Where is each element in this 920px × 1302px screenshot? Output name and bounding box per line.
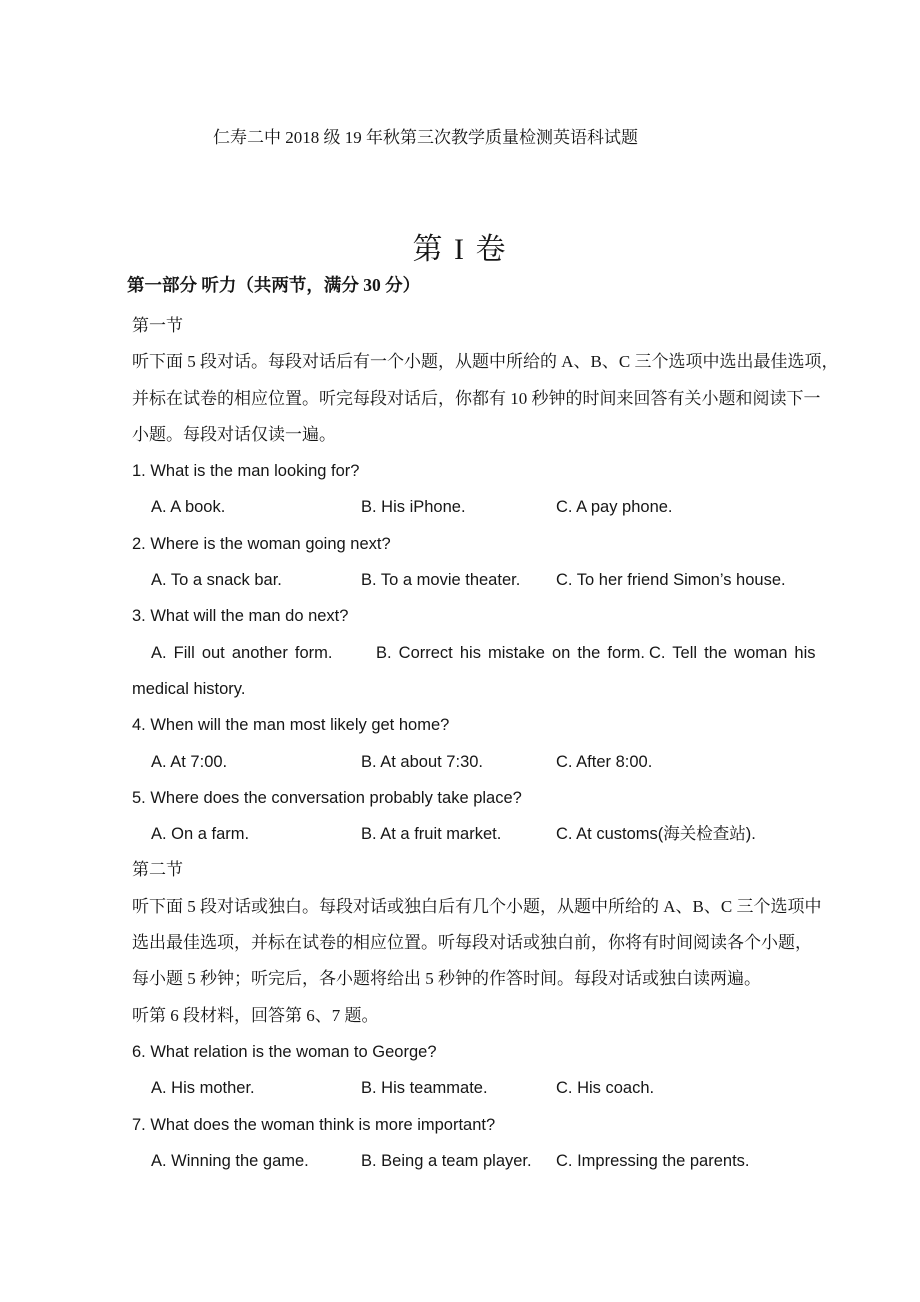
question-1-option-a: A. A book. bbox=[151, 498, 226, 517]
section2-instructions-line1: 听下面 5 段对话或独白。每段对话或独白后有几个小题，从题中所给的 A、B、C 三个选项中 bbox=[132, 896, 822, 916]
section2-instructions-line3: 每小题 5 秒钟；听完后，各小题将给出 5 秒钟的作答时间。每段对话或独白读两遍。 bbox=[132, 969, 761, 989]
question-7-option-c: C. Impressing the parents. bbox=[556, 1151, 750, 1170]
question-3-option-c: C. Tell the woman his bbox=[649, 643, 816, 662]
question-5-options bbox=[132, 816, 805, 852]
section2-instructions-line2: 选出最佳选项，并标在试卷的相应位置。听每段对话或独白前，你将有时间阅读各个小题， bbox=[132, 933, 812, 953]
section2-label: 第二节 bbox=[132, 860, 183, 880]
paper-title: 仁寿二中 2018 级 19 年秋第三次教学质量检测英语科试题 bbox=[213, 128, 638, 147]
question-6-text: 6. What relation is the woman to George? bbox=[132, 1042, 437, 1061]
question-6-option-b: B. His teammate. bbox=[361, 1079, 488, 1098]
question-2-option-b: B. To a movie theater. bbox=[361, 571, 521, 590]
question-7-option-a: A. Winning the game. bbox=[151, 1151, 309, 1170]
question-4-option-b: B. At about 7:30. bbox=[361, 752, 484, 771]
question-6-option-c: C. His coach. bbox=[556, 1079, 655, 1098]
question-7-option-b: B. Being a team player. bbox=[361, 1151, 532, 1170]
section1-instructions-line3: 小题。每段对话仅读一遍。 bbox=[132, 424, 336, 444]
question-4-option-a: A. At 7:00. bbox=[151, 752, 228, 771]
question-2-text: 2. Where is the woman going next? bbox=[132, 534, 391, 553]
part1-heading: 第一部分 听力（共两节，满分 30 分） bbox=[127, 275, 421, 295]
question-3-options bbox=[132, 635, 816, 671]
question-1-option-c: C. A pay phone. bbox=[556, 498, 673, 517]
question-5-option-a: A. On a farm. bbox=[151, 825, 250, 844]
question-5-text: 5. Where does the conversation probably take place? bbox=[132, 788, 522, 807]
question-4-text: 4. When will the man most likely get home? bbox=[132, 716, 450, 735]
section1-instructions-line1: 听下面 5 段对话。每段对话后有一个小题，从题中所给的 A、B、C 三个选项中选出最佳选项， bbox=[132, 352, 839, 372]
question-6-options bbox=[132, 1070, 805, 1106]
section2-material-note: 听第 6 段材料，回答第 6、7 题。 bbox=[132, 1005, 379, 1025]
paper-body bbox=[132, 308, 839, 1179]
question-3-option-b: B. Correct his mistake on the form. bbox=[376, 643, 646, 662]
question-1-text: 1. What is the man looking for? bbox=[132, 462, 360, 481]
question-1-options bbox=[132, 489, 805, 525]
section1-instructions-line2: 并标在试卷的相应位置。听完每段对话后，你都有 10 秒钟的时间来回答有关小题和阅读下一 bbox=[132, 388, 821, 408]
question-2-option-c: C. To her friend Simon’s house. bbox=[556, 571, 786, 590]
question-7-options bbox=[132, 1143, 805, 1179]
question-5-option-b: B. At a fruit market. bbox=[361, 825, 502, 844]
question-3-option-a: A. Fill out another form. bbox=[151, 643, 333, 662]
question-1-option-b: B. His iPhone. bbox=[361, 498, 466, 517]
question-4-option-c: C. After 8:00. bbox=[556, 752, 653, 771]
question-3-text: 3. What will the man do next? bbox=[132, 607, 349, 626]
question-4-options bbox=[132, 744, 805, 780]
question-7-text: 7. What does the woman think is more important? bbox=[132, 1115, 496, 1134]
question-5-option-c: C. At customs(海关检查站). bbox=[556, 825, 756, 844]
question-2-option-a: A. To a snack bar. bbox=[151, 571, 282, 590]
section1-label: 第一节 bbox=[132, 316, 183, 335]
question-2-options bbox=[132, 562, 805, 598]
question-6-option-a: A. His mother. bbox=[151, 1079, 255, 1098]
volume-heading: 第 I 卷 bbox=[412, 233, 508, 266]
question-3-option-c-continuation: medical history. bbox=[132, 679, 246, 698]
